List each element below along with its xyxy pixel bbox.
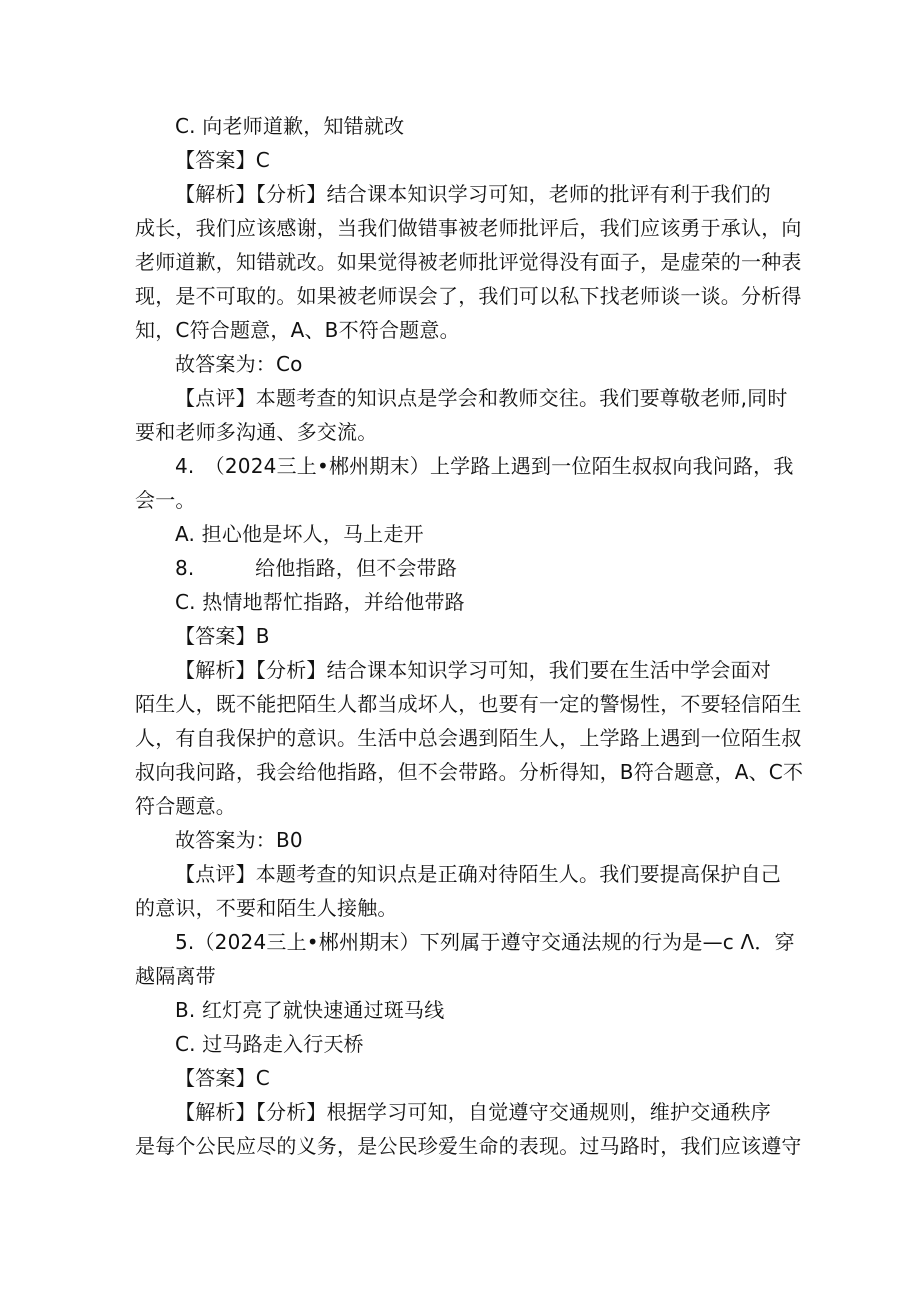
analysis-line: 现，是不可取的。如果被老师误会了，我们可以私下找老师谈一谈。分析得 [135, 284, 802, 308]
option-b-line: B. 红灯亮了就快速通过斑马线 [175, 998, 445, 1022]
analysis-line: 【解析】【分析】根据学习可知，自觉遵守交通规则，维护交通秩序 [175, 1100, 771, 1124]
analysis-line: 陌生人，既不能把陌生人都当成坏人，也要有一定的警惕性，不要轻信陌生 [135, 692, 802, 716]
question-4-line: 4. （2024三上•郴州期末）上学路上遇到一位陌生叔叔向我问路，我 [175, 454, 794, 478]
answer-line: 【答案】C [175, 1066, 270, 1090]
option-a-line: A. 担心他是坏人，马上走开 [175, 522, 424, 546]
comment-line: 的意识，不要和陌生人接触。 [135, 896, 398, 920]
analysis-line: 知，C符合题意，A、B不符合题意。 [135, 318, 460, 342]
final-answer-line: 故答案为：Co [175, 352, 303, 376]
analysis-line: 老师道歉，知错就改。如果觉得被老师批评觉得没有面子，是虚荣的一种表 [135, 250, 802, 274]
question-4-line: 会一。 [135, 488, 196, 512]
answer-line: 【答案】B [175, 624, 270, 648]
final-answer-line: 故答案为：B0 [175, 828, 303, 852]
analysis-line: 【解析】【分析】结合课本知识学习可知，老师的批评有利于我们的 [175, 182, 771, 206]
option-c-line: C. 热情地帮忙指路，并给他带路 [175, 590, 465, 614]
analysis-line: 是每个公民应尽的义务，是公民珍爱生命的表现。过马路时，我们应该遵守 [135, 1134, 802, 1158]
analysis-line: 成长，我们应该感谢，当我们做错事被老师批评后，我们应该勇于承认，向 [135, 216, 802, 240]
question-5-line: 越隔离带 [135, 964, 216, 988]
analysis-line: 人，有自我保护的意识。生活中总会遇到陌生人，上学路上遇到一位陌生叔 [135, 726, 802, 750]
comment-line: 【点评】本题考查的知识点是正确对待陌生人。我们要提高保护自己 [175, 862, 781, 886]
answer-line: 【答案】C [175, 148, 270, 172]
analysis-line: 符合题意。 [135, 794, 236, 818]
analysis-line: 【解析】【分析】结合课本知识学习可知，我们要在生活中学会面对 [175, 658, 771, 682]
comment-line: 【点评】本题考查的知识点是学会和教师交往。我们要尊敬老师,同时 [175, 386, 788, 410]
option-c-line: C. 向老师道歉，知错就改 [175, 114, 405, 138]
option-b-line: 8. 给他指路，但不会带路 [175, 556, 458, 580]
question-5-line: 5.（2024三上•郴州期末）下列属于遵守交通法规的行为是—c Λ．穿 [175, 930, 795, 954]
option-c-line: C. 过马路走入行天桥 [175, 1032, 364, 1056]
comment-line: 要和老师多沟通、多交流。 [135, 420, 378, 444]
analysis-line: 叔向我问路，我会给他指路，但不会带路。分析得知，B符合题意，A、C不 [135, 760, 804, 784]
